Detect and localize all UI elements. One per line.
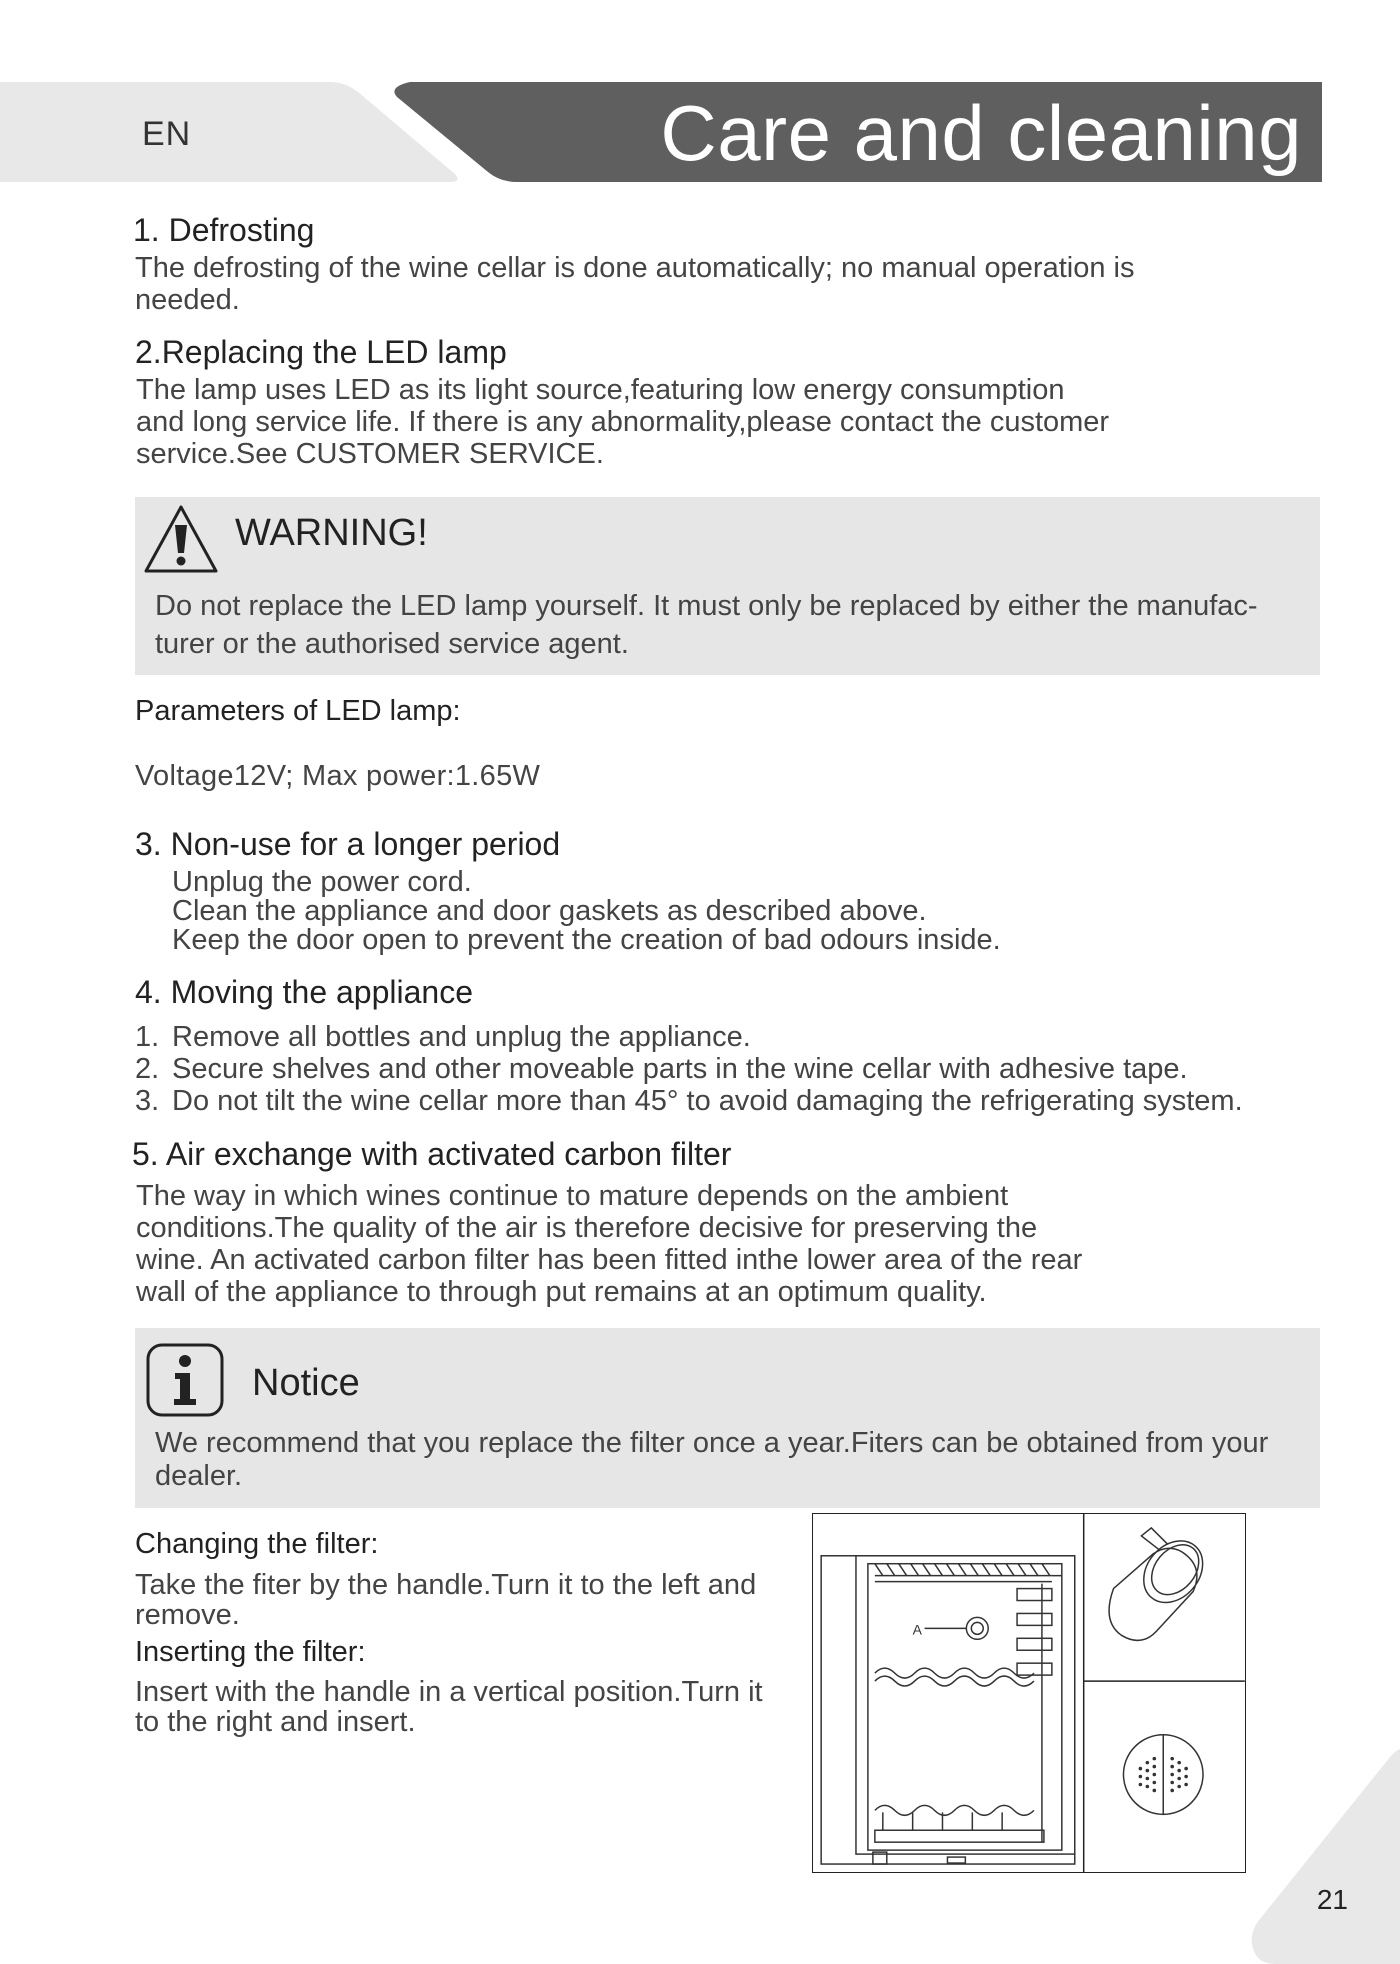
- list-text: Do not tilt the wine cellar more than 45° to avoid damaging the refrigerating system.: [172, 1085, 1243, 1117]
- section-defrosting-title: 1. Defrosting: [133, 212, 315, 248]
- section-led-text: [136, 374, 1109, 470]
- text-line: Insert with the handle in a vertical position.Turn it: [135, 1676, 763, 1708]
- filter-diagram: [812, 1513, 1246, 1873]
- text-line: We recommend that you replace the filter once a year.Fiters can be obtained from your: [155, 1427, 1269, 1459]
- text-line: The way in which wines continue to mature depends on the ambient: [136, 1180, 1009, 1212]
- section-nonuse-title: 3. Non-use for a longer period: [135, 826, 561, 862]
- text-line: Do not replace the LED lamp yourself. It must only be replaced by either the manufac-: [155, 590, 1258, 622]
- list-item: Unplug the power cord.: [172, 866, 472, 898]
- text-line: to the right and insert.: [135, 1706, 416, 1738]
- warning-triangle-icon: [141, 501, 221, 577]
- list-text: Secure shelves and other moveable parts in the wine cellar with adhesive tape.: [172, 1053, 1188, 1085]
- text-line: needed.: [135, 284, 240, 316]
- section-nonuse-list: [172, 868, 1001, 955]
- page-number: 21: [1316, 1884, 1348, 1915]
- text-line: Take the fiter by the handle.Turn it to the left and: [135, 1569, 757, 1601]
- warning-box: [135, 497, 1320, 675]
- filter-front-view: [1123, 1735, 1203, 1815]
- filter-label-a: A: [912, 1621, 922, 1638]
- list-item: Clean the appliance and door gaskets as described above.: [172, 895, 927, 927]
- text-line: The lamp uses LED as its light source,featuring low energy consumption: [136, 374, 1065, 406]
- text-line: wine. An activated carbon filter has been fitted inthe lower area of the rear: [136, 1244, 1083, 1276]
- info-icon: [146, 1343, 224, 1417]
- list-number: 3.: [135, 1085, 160, 1117]
- changing-filter-title: Changing the filter:: [135, 1528, 379, 1560]
- notice-box: [135, 1328, 1320, 1508]
- section-air-exchange-text: [136, 1180, 1082, 1308]
- list-number: 2.: [135, 1053, 160, 1085]
- notice-heading: Notice: [252, 1362, 360, 1404]
- filter-illustration: [813, 1514, 1245, 1872]
- warning-text: [155, 587, 1306, 663]
- inserting-filter-title: Inserting the filter:: [135, 1636, 366, 1668]
- section-moving-title: 4. Moving the appliance: [135, 974, 473, 1010]
- filter-side-view: [1109, 1528, 1215, 1641]
- list-item: [135, 1053, 1243, 1085]
- text-line: The defrosting of the wine cellar is done automatically; no manual operation is: [135, 252, 1135, 284]
- text-line: remove.: [135, 1599, 240, 1631]
- list-number: 1.: [135, 1021, 160, 1053]
- section-defrosting-text: [135, 252, 1134, 316]
- text-line: dealer.: [155, 1460, 243, 1492]
- section-air-exchange-title: 5. Air exchange with activated carbon filter: [132, 1136, 732, 1172]
- text-line: service.See CUSTOMER SERVICE.: [136, 438, 604, 470]
- text-line: and long service life. If there is any abnormality,please contact the customer: [136, 406, 1110, 438]
- section-led-title: 2.Replacing the LED lamp: [135, 334, 507, 370]
- page-title: Care and cleaning: [660, 89, 1302, 177]
- section-moving-list: [135, 1021, 1243, 1117]
- page-corner-decoration: [1250, 1749, 1400, 1964]
- list-item: [135, 1021, 1243, 1053]
- led-parameters-value: Voltage12V; Max power:1.65W: [135, 760, 541, 792]
- notice-text: [155, 1427, 1306, 1493]
- led-parameters-label: Parameters of LED lamp:: [135, 695, 461, 727]
- changing-filter-text: [135, 1570, 795, 1630]
- language-label: EN: [142, 115, 192, 153]
- text-line: turer or the authorised service agent.: [155, 628, 629, 660]
- list-text: Remove all bottles and unplug the appliance.: [172, 1021, 751, 1053]
- list-item: Keep the door open to prevent the creation of bad odours inside.: [172, 924, 1001, 956]
- text-line: conditions.The quality of the air is therefore decisive for preserving the: [136, 1212, 1038, 1244]
- list-item: [135, 1085, 1243, 1117]
- warning-heading: WARNING!: [235, 512, 428, 554]
- text-line: wall of the appliance to through put remains at an optimum quality.: [136, 1276, 987, 1308]
- inserting-filter-text: [135, 1677, 795, 1737]
